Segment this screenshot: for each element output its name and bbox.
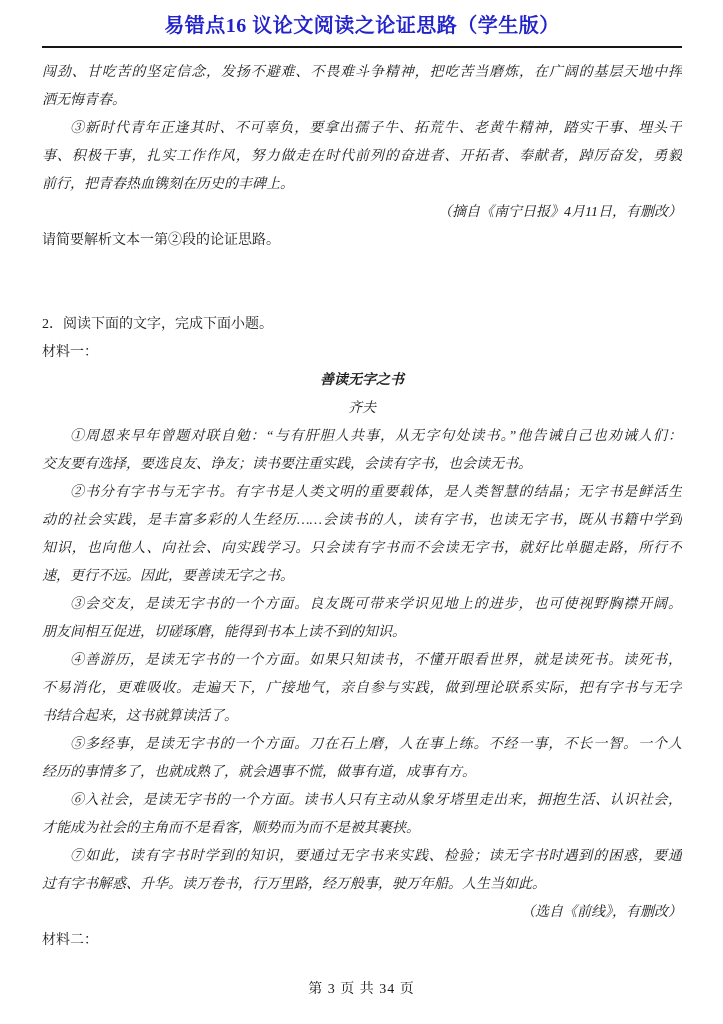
answer-space (42, 255, 682, 311)
text-line: 闯劲、甘吃苦的坚定信念，发扬不避难、不畏难斗争精神，把吃苦当磨炼，在广阔的基层天地中挥 (42, 65, 682, 80)
text-line: ①周恩来早年曾题对联自勉：“与有肝胆人共事，从无字句处读书。”他告诫自己也劝诫人们： (70, 429, 682, 444)
essay-paragraph-3 (42, 591, 682, 647)
text-line: ④善游历，是读无字书的一个方面。如果只知读书，不懂开眼看世界，就是读死书。读死书， (70, 653, 682, 668)
text-line: ③新时代青年正逢其时、不可辜负，要拿出孺子牛、拓荒牛、老黄牛精神，踏实干事、埋头干 (70, 121, 682, 136)
title-divider (42, 46, 682, 48)
text-line: 动的社会实践，是丰富多彩的人生经历……会读书的人，读有字书，也读无字书，既从书籍中学到 (42, 513, 682, 528)
document-title: 易错点16 议论文阅读之论证思路（学生版） (164, 15, 560, 37)
text-line: 过有字书解惑、升华。读万卷书，行万里路，经万般事，驶万年船。人生当如此。 (42, 877, 546, 892)
text-line: 洒无悔青春。 (42, 93, 126, 108)
essay-paragraph-2 (42, 479, 682, 591)
text-line: 速，更行不远。因此，要善读无字之书。 (42, 569, 294, 584)
question1-passage-continuation (42, 59, 682, 115)
text-line: ⑤多经事，是读无字书的一个方面。刀在石上磨，人在事上练。不经一事，不长一智。一个人 (70, 737, 682, 752)
question2-intro: 2．阅读下面的文字，完成下面小题。 (42, 317, 273, 332)
essay-author: 齐夫 (348, 401, 376, 416)
text-line: 事、积极干事，扎实工作作风，努力做走在时代前列的奋进者、开拓者、奉献者，踔厉奋发，勇毅 (42, 149, 682, 164)
text-line: 才能成为社会的主角而不是看客，顺势而为而不是被其裹挟。 (42, 821, 420, 836)
text-line: 交友要有选择，要选良友、诤友；读书要注重实践，会读有字书，也会读无书。 (42, 457, 532, 472)
text-line: 前行，把青春热血镌刻在历史的丰碑上。 (42, 177, 294, 192)
text-line: ③会交友，是读无字书的一个方面。良友既可带来学识见地上的进步，也可使视野胸襟开阔。 (70, 597, 682, 612)
text-line: 知识，也向他人、向社会、向实践学习。只会读有字书而不会读无字书，就好比单腿走路，所行不 (42, 541, 682, 556)
source-attribution-1: （摘自《南宁日报》4月11日，有删改） (438, 205, 682, 220)
material2-label: 材料二： (42, 933, 98, 948)
text-line: ⑥入社会，是读无字书的一个方面。读书人只有主动从象牙塔里走出来，拥抱生活、认识社会， (70, 793, 682, 808)
text-line: ②书分有字书与无字书。有字书是人类文明的重要载体，是人类智慧的结晶；无字书是鲜活生 (70, 485, 682, 500)
essay-title: 善读无字之书 (320, 373, 404, 388)
essay-paragraph-4 (42, 647, 682, 731)
essay-paragraph-5 (42, 731, 682, 787)
material1-label: 材料一： (42, 345, 98, 360)
essay-paragraph-6 (42, 787, 682, 843)
question1-paragraph-3 (42, 115, 682, 199)
source-attribution-2: （选自《前线》，有删改） (521, 905, 682, 920)
text-line: ⑦如此，读有字书时学到的知识，要通过无字书来实践、检验；读无字书时遇到的困惑，要通 (70, 849, 682, 864)
page-number-footer: 第 3 页 共 34 页 (308, 982, 415, 997)
essay-paragraph-7 (42, 843, 682, 899)
text-line: 经历的事情多了，也就成熟了，就会遇事不慌，做事有道，成事有方。 (42, 765, 476, 780)
essay-paragraph-1 (42, 423, 682, 479)
text-line: 书结合起来，这书就算读活了。 (42, 709, 238, 724)
question1-prompt: 请简要解析文本一第②段的论证思路。 (42, 233, 280, 248)
text-line: 不易消化，更难吸收。走遍天下，广接地气，亲自参与实践，做到理论联系实际，把有字书与无字 (42, 681, 682, 696)
text-line: 朋友间相互促进，切磋琢磨，能得到书本上读不到的知识。 (42, 625, 406, 640)
